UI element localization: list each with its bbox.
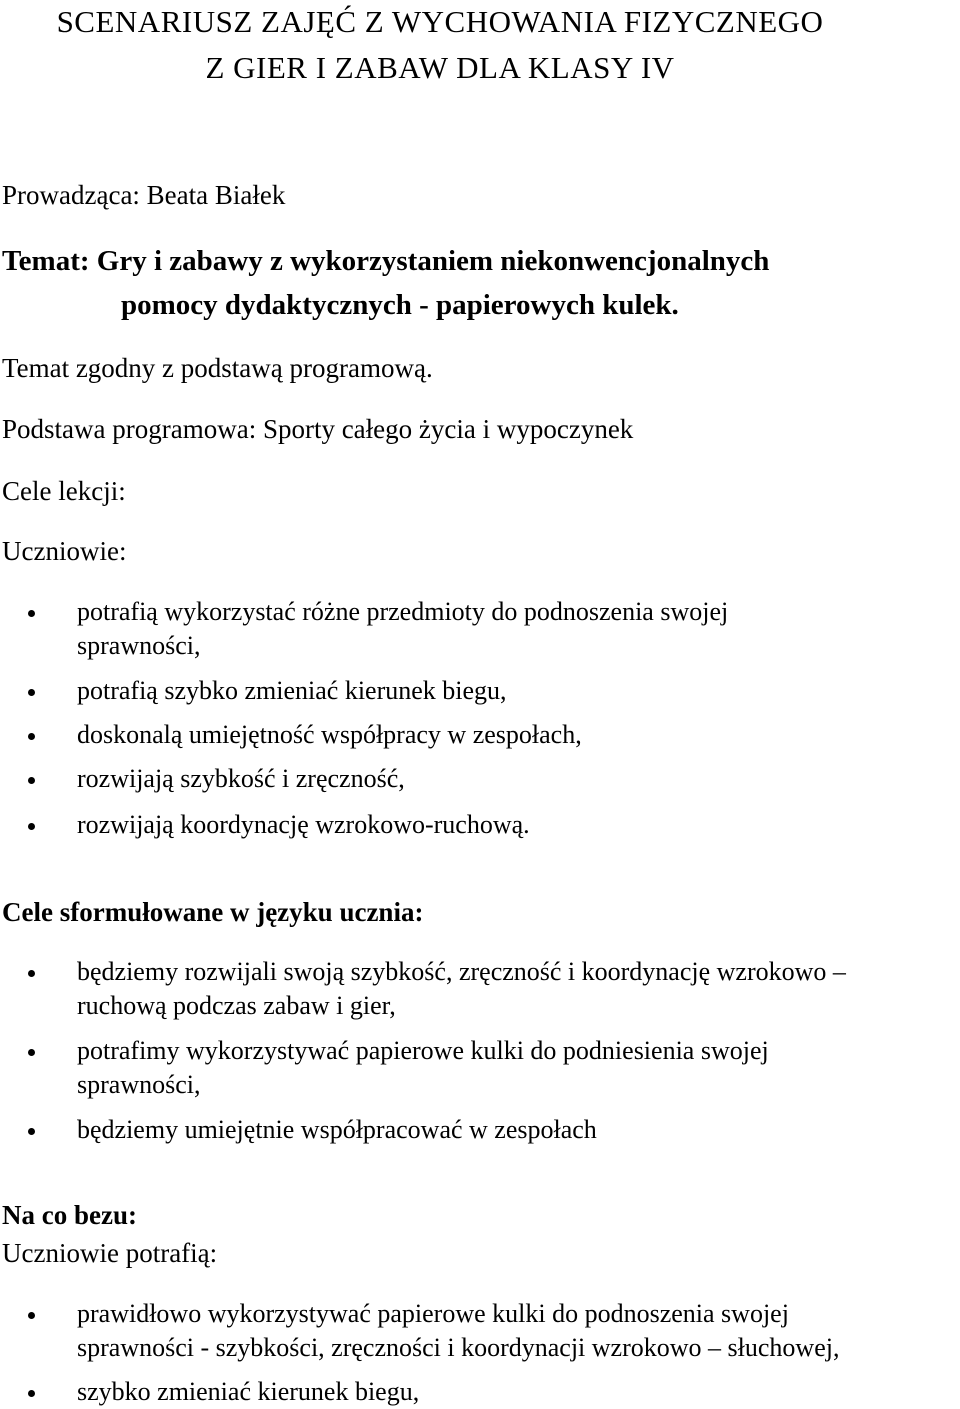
goals-heading: Cele lekcji: <box>2 476 126 506</box>
bullet-icon <box>28 1312 35 1319</box>
document-title-line-2: Z GIER I ZABAW DLA KLASY IV <box>205 50 675 85</box>
list-item-text: rozwijają koordynację wzrokowo-ruchową. <box>77 810 530 839</box>
list-item-text: będziemy umiejętnie współpracować w zespołach <box>77 1115 597 1144</box>
bullet-icon <box>28 733 35 740</box>
list-item-text: potrafią wykorzystać różne przedmioty do podnoszenia swojej sprawności, <box>77 597 729 660</box>
criteria-subheading: Uczniowie potrafią: <box>2 1238 218 1268</box>
bullet-icon <box>28 1049 35 1056</box>
list-item-text: potrafią szybko zmieniać kierunek biegu, <box>77 676 507 705</box>
list-item-text: potrafimy wykorzystywać papierowe kulki do podniesienia swojej sprawności, <box>77 1036 769 1099</box>
list-item-text: prawidłowo wykorzystywać papierowe kulki do podnoszenia swojej sprawności - szybkości, zręczności i koordynacji wzrokowo – słuchowej, <box>77 1299 840 1362</box>
topic-line-2: pomocy dydaktycznych - papierowych kulek. <box>121 289 679 321</box>
bullet-icon <box>28 1390 35 1397</box>
bullet-icon <box>28 689 35 696</box>
topic-line-1: Temat: Gry i zabawy z wykorzystaniem niekonwencjonalnych <box>2 245 770 277</box>
goals-subheading: Uczniowie: <box>2 536 127 566</box>
criteria-heading: Na co bezu: <box>2 1200 137 1230</box>
list-item-text: rozwijają szybkość i zręczność, <box>77 764 405 793</box>
bullet-icon <box>28 610 35 617</box>
bullet-icon <box>28 823 35 830</box>
document-title-line-1: SCENARIUSZ ZAJĘĆ Z WYCHOWANIA FIZYCZNEGO <box>56 4 824 39</box>
student-goals-heading: Cele sformułowane w języku ucznia: <box>2 897 424 927</box>
list-item-text: doskonalą umiejętność współpracy w zespołach, <box>77 720 582 749</box>
topic-note: Temat zgodny z podstawą programową. <box>2 353 433 383</box>
bullet-icon <box>28 1128 35 1135</box>
curriculum-line: Podstawa programowa: Sporty całego życia i wypoczynek <box>2 414 634 444</box>
list-item-text: szybko zmieniać kierunek biegu, <box>77 1377 420 1406</box>
teacher-line: Prowadząca: Beata Białek <box>2 180 286 210</box>
bullet-icon <box>28 777 35 784</box>
list-item-text: będziemy rozwijali swoją szybkość, zręczność i koordynację wzrokowo – ruchową podczas zabaw i gier, <box>77 957 846 1020</box>
bullet-icon <box>28 970 35 977</box>
